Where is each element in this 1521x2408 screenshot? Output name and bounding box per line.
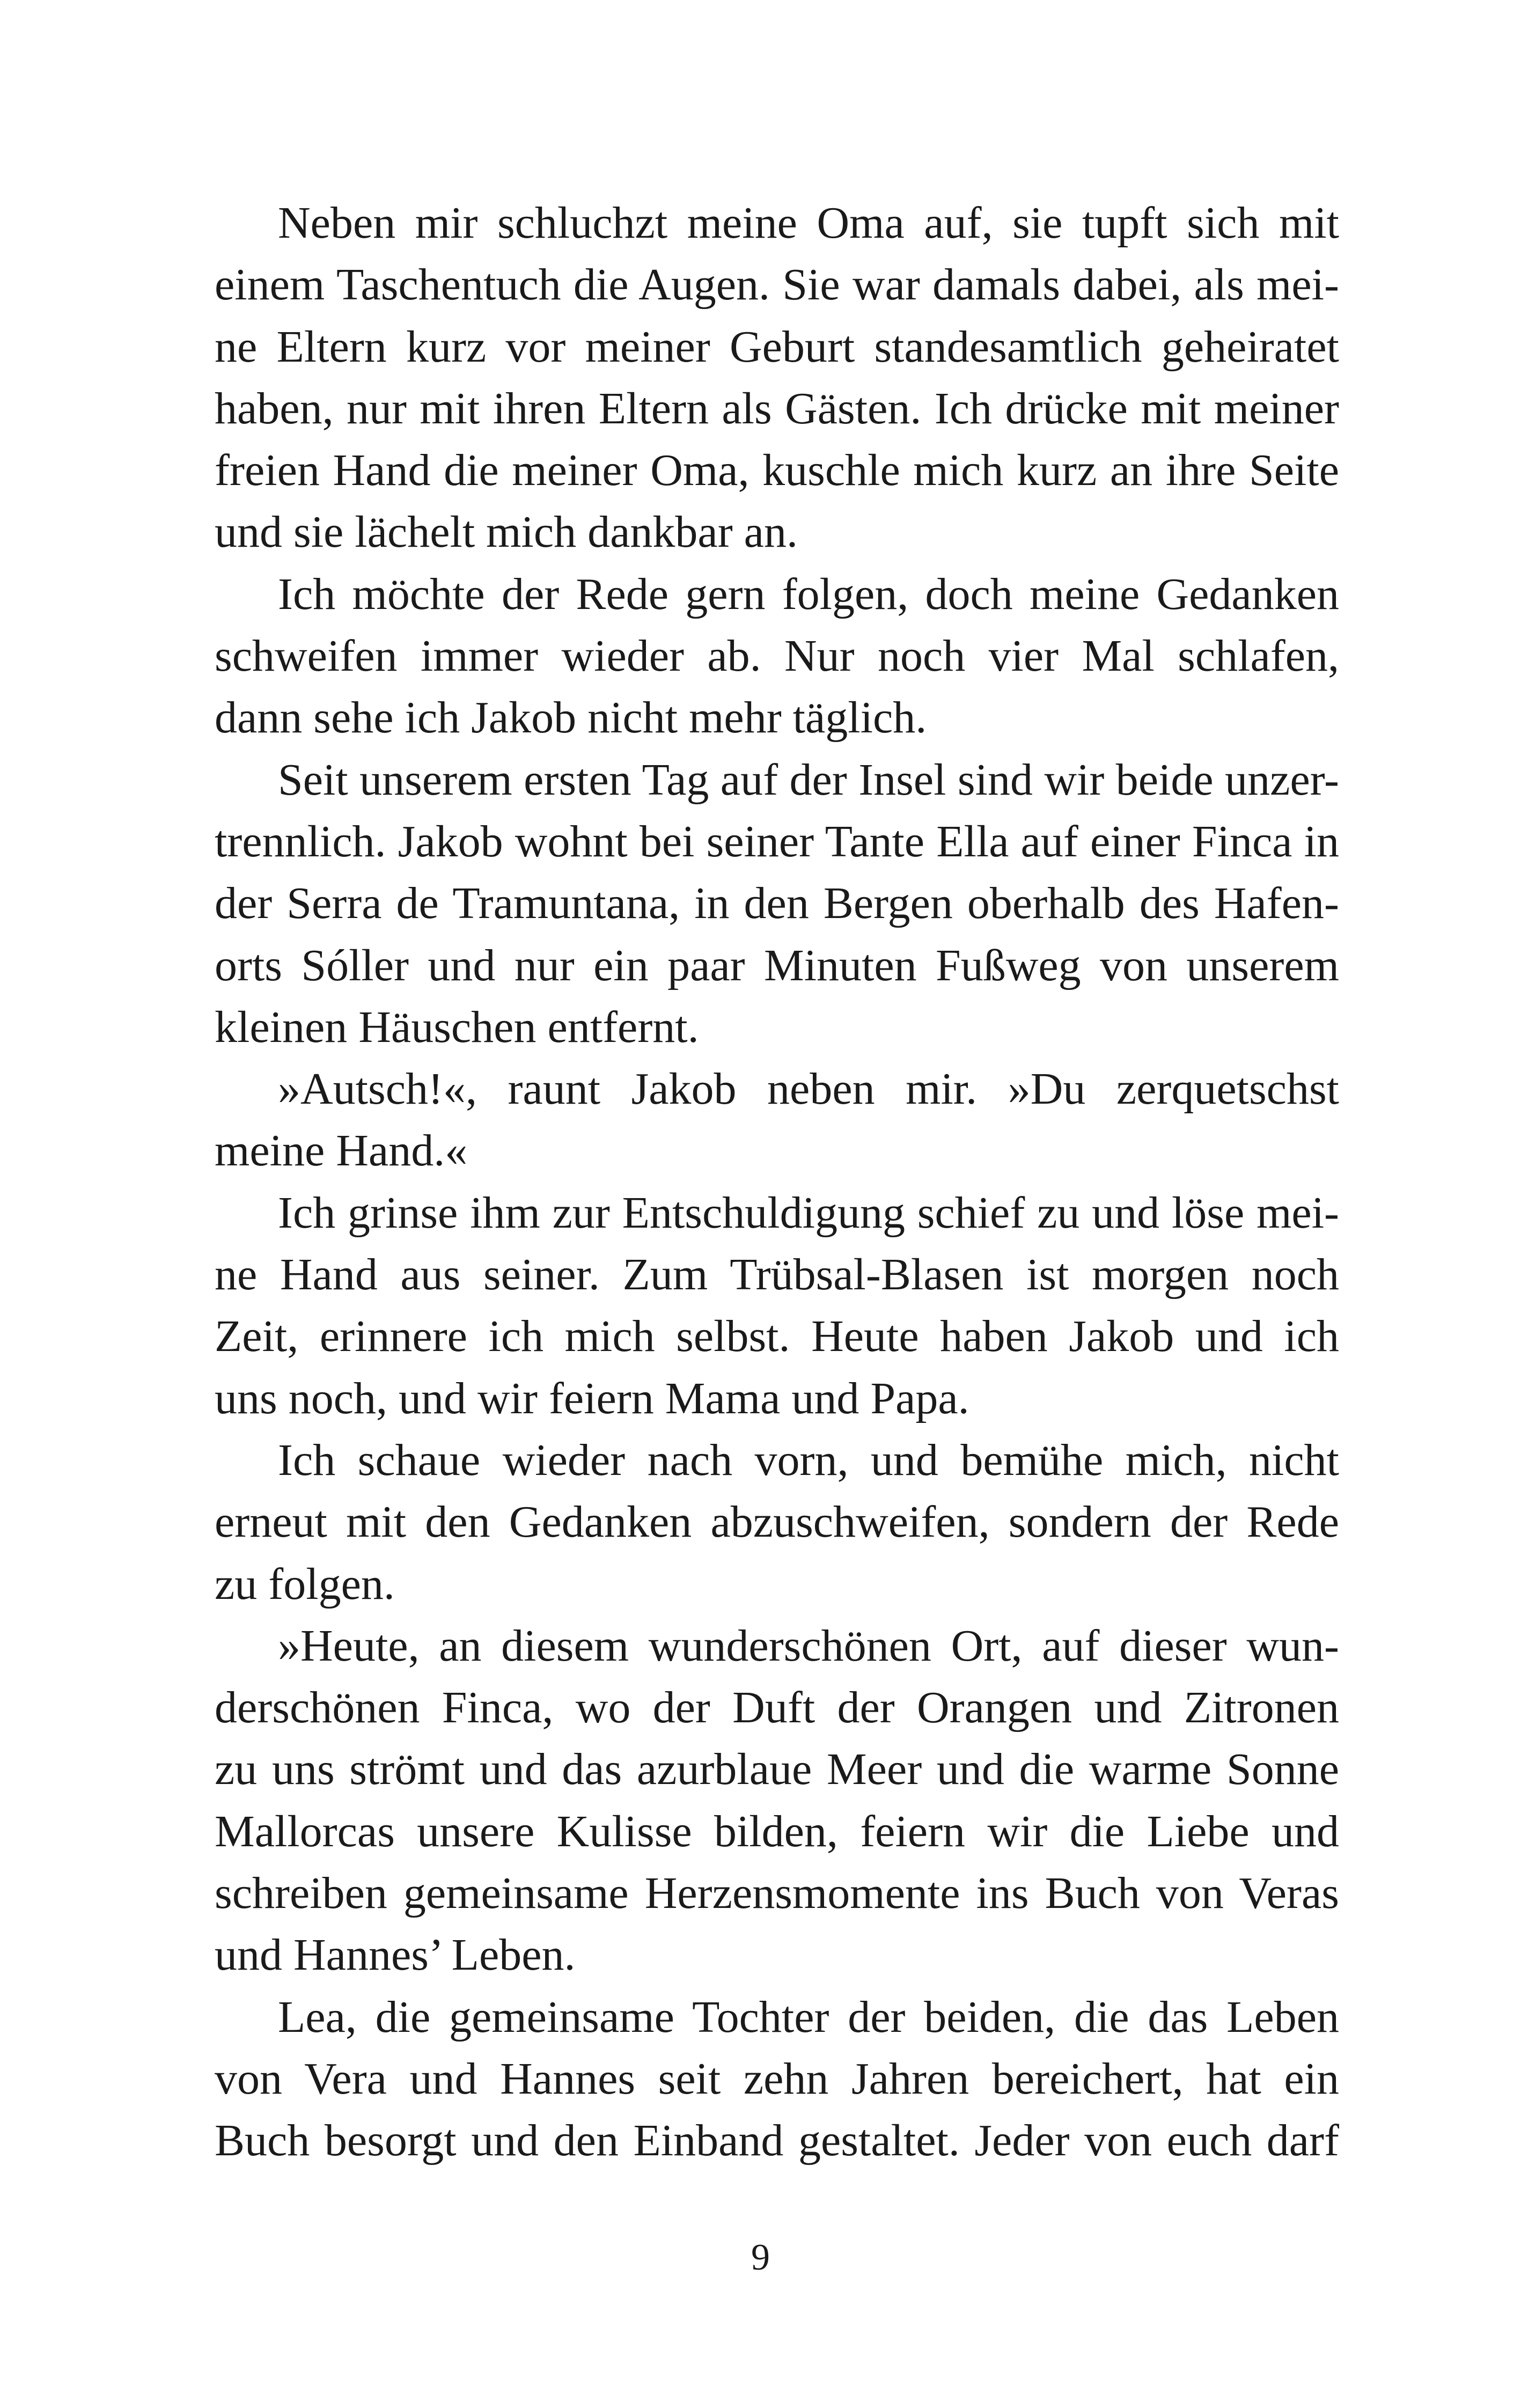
text-line: meine Hand.«	[215, 1126, 468, 1176]
text-line: Buch besorgt und den Einband gestaltet. Jeder von euch darf	[215, 2116, 1339, 2166]
text-line: zu folgen.	[215, 1559, 395, 1609]
text-line: Ich grinse ihm zur Entschuldigung schief zu und löse mei-	[278, 1187, 1339, 1238]
text-line: ne Hand aus seiner. Zum Trübsal-Blasen ist morgen noch	[215, 1250, 1339, 1300]
text-line: Neben mir schluchzt meine Oma auf, sie tupft sich mit	[278, 198, 1339, 248]
text-line: und sie lächelt mich dankbar an.	[215, 507, 798, 557]
text-line: »Heute, an diesem wunderschönen Ort, auf dieser wun-	[278, 1620, 1339, 1671]
text-line: derschönen Finca, wo der Duft der Orangen und Zitronen	[215, 1683, 1339, 1733]
text-line: schweifen immer wieder ab. Nur noch vier Mal schlafen,	[215, 631, 1339, 681]
text-line: orts Sóller und nur ein paar Minuten Fußweg von unserem	[215, 940, 1339, 990]
text-line: von Vera und Hannes seit zehn Jahren bereichert, hat ein	[215, 2053, 1339, 2104]
text-line: Seit unserem ersten Tag auf der Insel sind wir beide unzer-	[278, 754, 1339, 805]
text-line: haben, nur mit ihren Eltern als Gästen. Ich drücke mit meiner	[215, 383, 1339, 434]
text-line: einem Taschentuch die Augen. Sie war damals dabei, als mei-	[215, 260, 1339, 310]
text-line: dann sehe ich Jakob nicht mehr täglich.	[215, 693, 927, 743]
text-line: »Autsch!«, raunt Jakob neben mir. »Du zerquetschst	[278, 1064, 1339, 1114]
text-line: und Hannes’ Leben.	[215, 1930, 576, 1980]
text-line: trennlich. Jakob wohnt bei seiner Tante Ella auf einer Finca in	[215, 816, 1339, 867]
text-line: zu uns strömt und das azurblaue Meer und die warme Sonne	[215, 1744, 1339, 1795]
text-line: Lea, die gemeinsame Tochter der beiden, die das Leben	[278, 1992, 1339, 2042]
body-text	[215, 192, 1339, 2172]
text-line: kleinen Häuschen entfernt.	[215, 1002, 699, 1052]
text-line: Ich möchte der Rede gern folgen, doch meine Gedanken	[278, 569, 1339, 619]
text-line: Ich schaue wieder nach vorn, und bemühe mich, nicht	[278, 1435, 1339, 1485]
page-number: 9	[751, 2237, 770, 2278]
text-line: freien Hand die meiner Oma, kuschle mich kurz an ihre Seite	[215, 445, 1339, 496]
text-line: uns noch, und wir feiern Mama und Papa.	[215, 1373, 969, 1423]
text-line: erneut mit den Gedanken abzuschweifen, sondern der Rede	[215, 1497, 1339, 1547]
text-line: der Serra de Tramuntana, in den Bergen oberhalb des Hafen-	[215, 878, 1339, 929]
text-line: ne Eltern kurz vor meiner Geburt standesamtlich geheiratet	[215, 321, 1339, 372]
text-line: schreiben gemeinsame Herzensmomente ins Buch von Veras	[215, 1868, 1339, 1919]
text-line: Mallorcas unsere Kulisse bilden, feiern wir die Liebe und	[215, 1806, 1339, 1856]
text-line: Zeit, erinnere ich mich selbst. Heute haben Jakob und ich	[215, 1311, 1339, 1362]
